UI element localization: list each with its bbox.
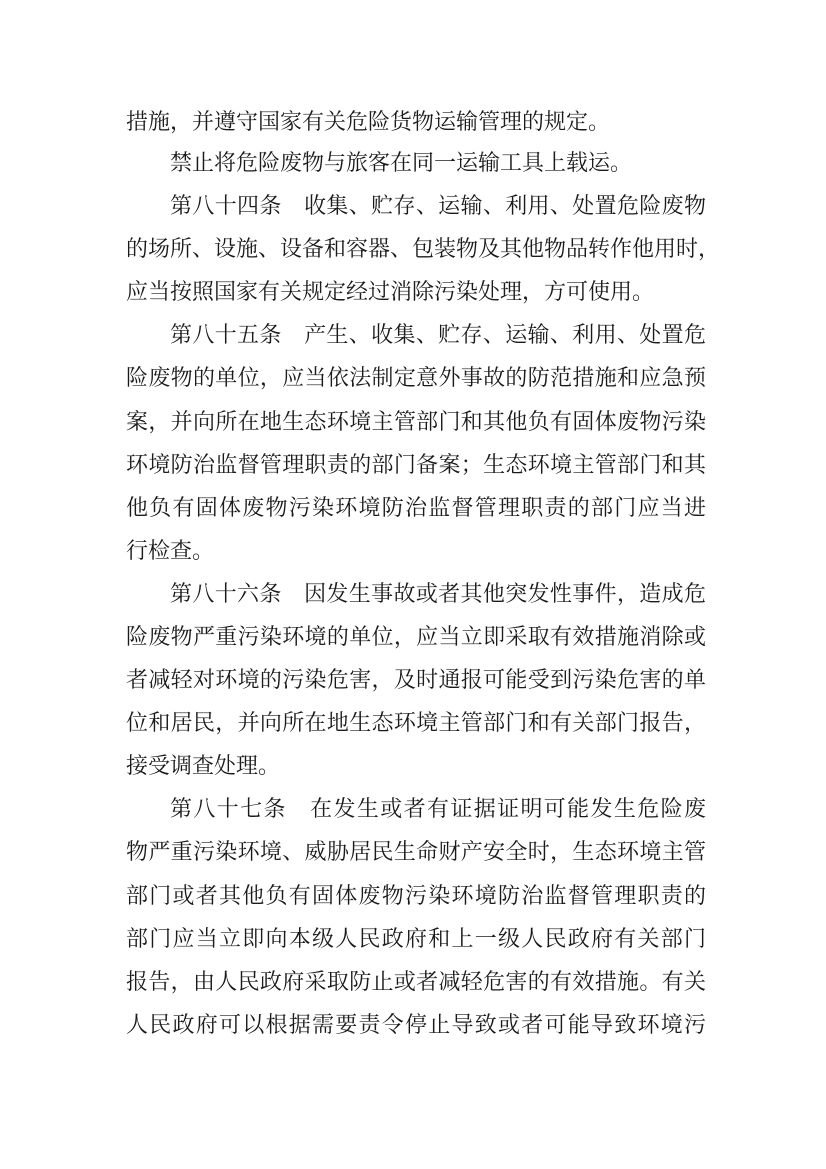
text-line: 人民政府可以根据需要责令停止导致或者可能导致环境污 xyxy=(126,1013,706,1038)
text-line: 措施，并遵守国家有关危险货物运输管理的规定。 xyxy=(126,110,611,135)
text-line: 者减轻对环境的污染危害，及时通报可能受到污染危害的单 xyxy=(126,668,706,693)
article-86-heading-line: 第八十六条 因发生事故或者其他突发性事件，造成危 xyxy=(170,582,706,607)
text-line: 接受调查处理。 xyxy=(126,754,281,779)
text-line: 报告，由人民政府采取防止或者减轻危害的有效措施。有关 xyxy=(126,970,706,995)
text-line: 位和居民，并向所在地生态环境主管部门和有关部门报告， xyxy=(126,711,706,736)
text-line: 案，并向所在地生态环境主管部门和其他负有固体废物污染 xyxy=(126,410,706,435)
text-line: 行检查。 xyxy=(126,539,215,564)
article-87-heading-line: 第八十七条 在发生或者有证据证明可能发生危险废 xyxy=(170,797,706,822)
text-line: 他负有固体废物污染环境防治监督管理职责的部门应当进 xyxy=(126,496,706,521)
text-line: 禁止将危险废物与旅客在同一运输工具上载运。 xyxy=(170,151,633,176)
text-line: 险废物严重污染环境的单位，应当立即采取有效措施消除或 xyxy=(126,625,706,650)
text-line: 部门或者其他负有固体废物污染环境防治监督管理职责的 xyxy=(126,884,706,909)
text-line: 物严重污染环境、威胁居民生命财产安全时，生态环境主管 xyxy=(126,840,706,865)
text-line: 险废物的单位，应当依法制定意外事故的防范措施和应急预 xyxy=(126,366,706,391)
text-line: 部门应当立即向本级人民政府和上一级人民政府有关部门 xyxy=(126,927,706,952)
article-85-heading-line: 第八十五条 产生、收集、贮存、运输、利用、处置危 xyxy=(170,323,706,348)
text-line: 环境防治监督管理职责的部门备案；生态环境主管部门和其 xyxy=(126,453,706,478)
text-line: 的场所、设施、设备和容器、包装物及其他物品转作他用时， xyxy=(126,237,721,262)
article-84-heading-line: 第八十四条 收集、贮存、运输、利用、处置危险废物 xyxy=(170,194,706,219)
text-line: 应当按照国家有关规定经过消除污染处理，方可使用。 xyxy=(126,280,655,305)
